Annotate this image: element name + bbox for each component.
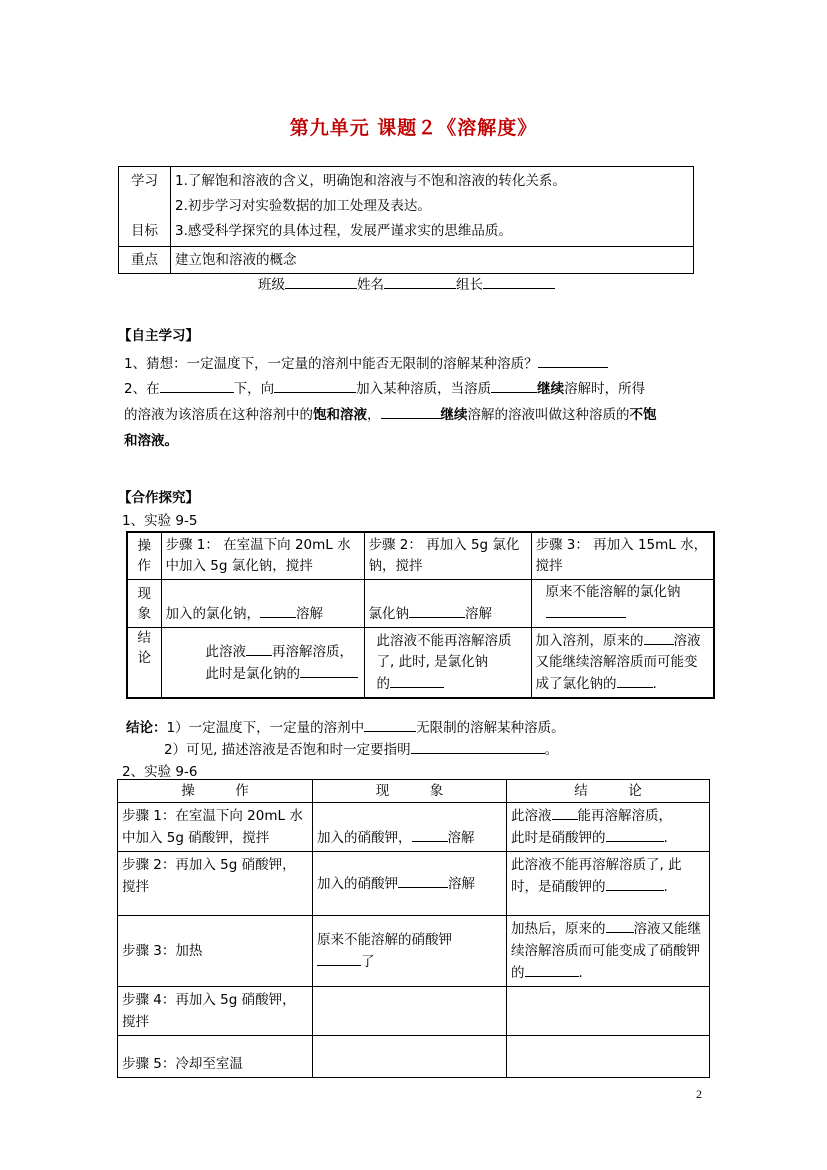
exp1-step2: 步骤 2： 再加入 5g 氯化钠，搅拌: [364, 532, 531, 580]
conclusion-1b: 无限制的溶解某种溶质。: [416, 720, 565, 736]
class-line: [258, 273, 555, 293]
exp1-ob2-blank[interactable]: [409, 603, 465, 618]
exp1-row-co: 结论: [127, 628, 161, 699]
goal-item-1: 1.了解饱和溶液的含义，明确饱和溶液与不饱和溶液的转化关系。: [175, 173, 566, 189]
q2-part-j: 溶解的溶液叫做这种溶质的: [467, 407, 630, 423]
q2-blank-1[interactable]: [160, 378, 234, 393]
q2-part-m: 。: [164, 433, 178, 449]
exp2-r3-ob-a: 原来不能溶解的硝酸钾: [317, 932, 452, 948]
exp2-r2-op: 步骤 2：再加入 5g 硝酸钾，搅拌: [118, 852, 313, 916]
exp1-ob1: [161, 580, 364, 628]
exp1-co2-a: 此溶液不能再溶解溶质了, 此时, 是氯化钠: [376, 632, 512, 670]
class-label: 班级: [258, 277, 285, 293]
exp2-header-ob: 现 象: [313, 780, 507, 803]
exp1-co1-c: 此时是氯化钠的: [205, 665, 300, 682]
exp1-co2-b: 的: [376, 675, 390, 692]
q2-part-i: 继续: [440, 407, 468, 423]
exp1-ob1-blank[interactable]: [260, 603, 296, 618]
exp2-r4-ob[interactable]: [313, 987, 507, 1036]
exp2-r1-co-c: 此时是硝酸钾的: [511, 830, 606, 846]
page-title: 第九单元 课题２《溶解度》: [289, 117, 538, 139]
exp1-co1-a: 此溶液: [205, 643, 246, 660]
exp2-r3-co-blank-1[interactable]: [606, 918, 634, 933]
exp2-r2-co-blank[interactable]: [606, 876, 664, 891]
class-blank[interactable]: [285, 274, 357, 289]
exp1-ob3-blank[interactable]: [546, 603, 626, 618]
exp1-ob3: [531, 580, 714, 628]
exp1-table: [126, 531, 715, 699]
exp2-r1-co-b: 能再溶解溶质，: [577, 808, 672, 824]
exp1-co2: [364, 628, 531, 699]
exp2-r3-co-c: .: [578, 965, 583, 981]
exp1-step1: 步骤 1： 在室温下向 20mL 水中加入 5g 氯化钠，搅拌: [161, 532, 364, 580]
exp2-r1-op: 步骤 1：在室温下向 20mL 水中加入 5g 硝酸钾，搅拌: [118, 803, 313, 852]
exp1-co1-blank-2[interactable]: [300, 663, 358, 678]
exp1-ob3-text: 原来不能溶解的氯化钠: [545, 584, 681, 600]
conclusion-1a: 1）一定温度下，一定量的溶剂中: [166, 720, 365, 736]
key-text: 建立饱和溶液的概念: [171, 247, 694, 274]
goal-item-2: 2.初步学习对实验数据的加工处理及表达。: [175, 198, 431, 214]
exp2-r3-ob-blank[interactable]: [317, 951, 361, 966]
exp1-co2-blank[interactable]: [390, 673, 444, 688]
q2-part-e: 溶解时，所得: [564, 381, 646, 397]
exp2-r3-op: 步骤 3：加热: [118, 916, 313, 987]
exp1-ob2-a: 氯化钠: [368, 606, 409, 622]
q2-part-l: 和溶液: [124, 433, 165, 449]
q1-text: 1、猜想：一定温度下，一定量的溶剂中能否无限制的溶解某种溶质？: [124, 356, 538, 372]
conclusion-2-blank[interactable]: [411, 739, 545, 754]
exp1-co3: [531, 628, 714, 699]
exp2-r3-co-blank-2[interactable]: [525, 962, 579, 977]
leader-label: 组长: [456, 277, 483, 293]
page-number: 2: [696, 1087, 702, 1101]
self-study-heading: 【自主学习】: [118, 328, 199, 344]
exp2-r2-ob-b: 溶解: [448, 875, 475, 892]
exp2-r2-co-a: 此溶液不能再溶解溶质了, 此时，是硝酸钾的: [511, 857, 682, 895]
exp2-r5-op: 步骤 5：冷却至室温: [118, 1036, 313, 1078]
conclusion-2a: 2）可见, 描述溶液是否饱和时一定要指明: [164, 742, 411, 758]
q2-blank-4[interactable]: [381, 404, 441, 419]
exp2-header-co: 结 论: [507, 780, 710, 803]
exp2-r1-co-d: .: [663, 830, 668, 846]
q2-blank-2[interactable]: [274, 378, 356, 393]
exp2-r1-co-blank-1[interactable]: [552, 805, 578, 820]
exp2-r3-co-a: 加热后，原来的: [511, 921, 606, 937]
exp2-r1-ob-b: 溶解: [447, 830, 475, 846]
conclusion-2: [164, 738, 558, 758]
conclusion-1-blank[interactable]: [364, 717, 416, 732]
exp1-co3-c: .: [652, 676, 657, 692]
exp2-r2-ob-blank[interactable]: [398, 873, 448, 888]
exp2-r4-op: 步骤 4：再加入 5g 硝酸钾，搅拌: [118, 987, 313, 1036]
q2-part-d: 继续: [537, 381, 565, 397]
exp1-co1: [161, 628, 364, 699]
conclusion-label: 结论：: [126, 720, 167, 736]
name-blank[interactable]: [384, 274, 456, 289]
exp1-row-op: 操作: [127, 532, 161, 580]
q2-blank-3[interactable]: [491, 378, 537, 393]
exp2-table: [117, 779, 710, 1078]
q2-part-c: 加入某种溶质，当溶质: [356, 381, 492, 397]
goals-label-cell: [119, 167, 171, 247]
exp1-title: 1、实验 9-5: [122, 513, 198, 529]
coop-heading: 【合作探究】: [118, 490, 199, 506]
goals-items-cell: [171, 167, 694, 247]
goals-label-b: 目标: [131, 223, 158, 239]
leader-blank[interactable]: [483, 274, 555, 289]
exp1-ob1-a: 加入的氯化钠，: [165, 606, 260, 622]
name-label: 姓名: [357, 277, 384, 293]
exp2-r2-co-b: .: [663, 879, 668, 895]
conclusion-1: [126, 716, 565, 736]
exp2-r1-co-a: 此溶液: [511, 808, 552, 824]
conclusion-2b: 。: [544, 742, 559, 758]
exp2-header-op: 操 作: [118, 780, 313, 803]
q2-part-b: 下，向: [233, 381, 275, 397]
exp2-r3-co-b: 溶液又能继续溶解溶质而可能变成了硝酸钾的: [511, 921, 701, 981]
exp1-co3-b: 溶液又能继续溶解溶质而可能变成了氯化钠的: [535, 633, 701, 692]
exp2-r3-co: [507, 916, 710, 987]
self-study-q2: [124, 376, 709, 454]
exp2-title: 2、实验 9-6: [122, 764, 198, 780]
exp2-r1-ob-a: 加入的硝酸钾，: [317, 830, 412, 846]
q1-blank[interactable]: [538, 353, 608, 368]
exp2-r2-ob-a: 加入的硝酸钾: [317, 875, 398, 892]
q2-part-g: 饱和溶液: [313, 407, 367, 423]
exp1-co3-a: 加入溶剂，原来的: [535, 633, 644, 649]
q2-part-f: 的溶液为该溶质在这种溶剂中的: [124, 407, 313, 423]
goal-item-3: 3.感受科学探究的具体过程，发展严谨求实的思维品质。: [175, 223, 512, 239]
exp2-r3-ob: [313, 916, 507, 987]
exp2-r5-co[interactable]: [507, 1036, 710, 1078]
exp2-r4-co[interactable]: [507, 987, 710, 1036]
exp2-r2-ob: [313, 852, 507, 916]
exp1-co3-blank-2[interactable]: [617, 673, 653, 688]
exp1-co1-blank-1[interactable]: [246, 641, 272, 656]
exp1-ob2-b: 溶解: [465, 606, 492, 622]
goals-table: [118, 166, 694, 274]
exp1-step3: 步骤 3： 再加入 15mL 水，搅拌: [531, 532, 714, 580]
q2-part-k: 不饱: [629, 407, 657, 423]
q2-part-h: ，: [367, 407, 381, 423]
self-study-q1: [124, 352, 608, 372]
q2-part-a: 2、在: [124, 381, 160, 397]
exp1-co3-blank-1[interactable]: [644, 630, 674, 645]
exp2-r2-co: [507, 852, 710, 916]
exp1-row-ob: 现象: [127, 580, 161, 628]
exp2-r3-ob-b: 了: [361, 954, 375, 970]
key-label: 重点: [119, 247, 171, 274]
exp2-r1-ob-blank[interactable]: [412, 827, 448, 842]
exp2-r1-ob: [313, 803, 507, 852]
exp1-co1-b: 再溶解溶质，: [272, 643, 353, 660]
exp2-r5-ob[interactable]: [313, 1036, 507, 1078]
exp2-r1-co: [507, 803, 710, 852]
goals-label-a: 学习: [131, 173, 158, 189]
exp1-ob2: [364, 580, 531, 628]
exp1-ob1-b: 溶解: [296, 606, 323, 622]
exp2-r1-co-blank-2[interactable]: [606, 827, 664, 842]
